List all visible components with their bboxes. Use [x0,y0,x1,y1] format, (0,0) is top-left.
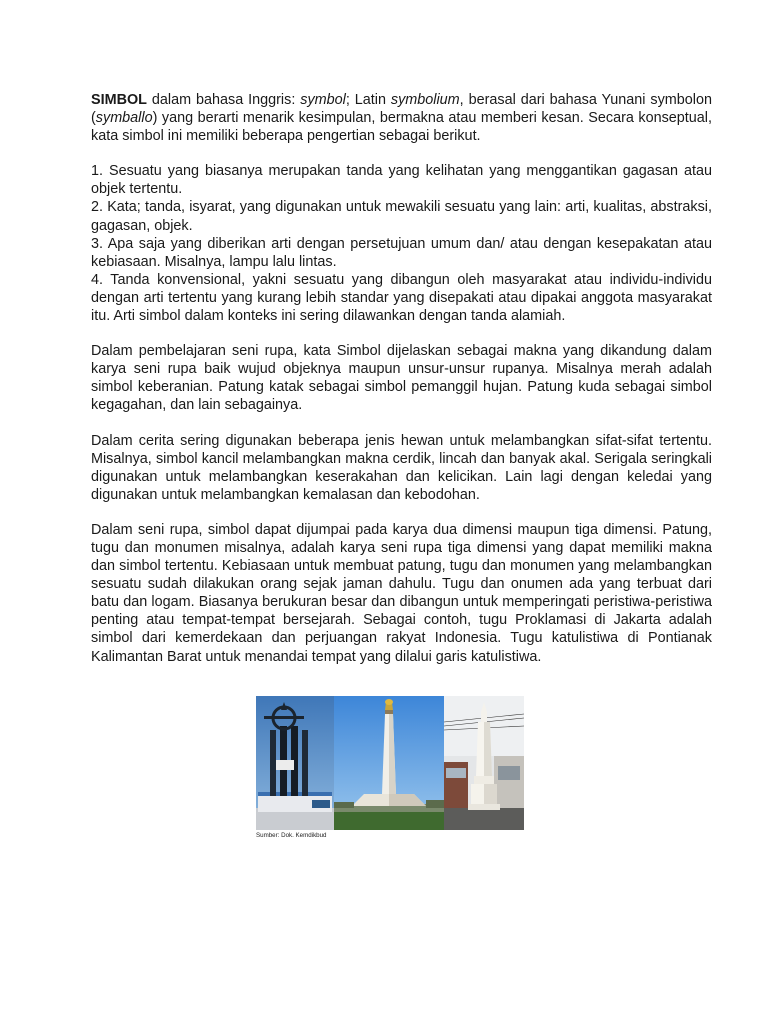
intro-text: dalam bahasa Inggris: [146,92,301,108]
intro-italic: symballo [95,110,153,127]
figure-caption: Sumber: Dok. Kemdikbud [256,832,327,839]
photo-monas [334,696,444,830]
paragraph-monumen: Dalam seni rupa, simbol dapat dijumpai pada karya dua dimensi maupun tiga dimensi. Patung, tugu dan monumen misalnya, adalah karya seni rupa tiga dimensi yang dapat memiliki makna dan simbol tertentu. Kebiasaan untuk membuat patung, tugu dan monumen yang melambangkan sesuatu sudah dilakukan orang sejak jaman dahulu. Tugu dan onumen ada yang terbuat dari batu dan logam. Biasanya berukuran besar dan dibangun untuk memperingati peristiwa-peristiwa penting atau tempat-tempat bersejarah. Sebagai contoh, tugu Proklamasi di Jakarta adalah simbol dari kemerdekaan dan perjuangan rakyat Indonesia. Tugu katulistiwa di Pontianak Kalimantan Barat untuk menandai tempat yang dilalui garis katulistiwa. [91,521,712,665]
intro-text: ) yang berarti menarik kesimpulan, bermakna atau memberi kesan. Secara konseptual, kata simbol ini memiliki beberapa pengertian sebagai berikut. [91,110,712,145]
photo-tugu-jogja [444,696,524,830]
monument-figure [256,696,524,840]
list-item: 3. Apa saja yang diberikan arti dengan persetujuan umum dan/ atau dengan kesepakatan atau kebiasaan. Misalnya, lampu lalu lintas. [91,235,712,270]
list-item: 2. Kata; tanda, isyarat, yang digunakan untuk mewakili sesuatu yang lain: arti, kualitas, abstraksi, gagasan, objek. [91,199,712,234]
intro-text: ; Latin [345,92,391,108]
document-body [91,91,712,683]
paragraph-seni-rupa: Dalam pembelajaran seni rupa, kata Simbol dijelaskan sebagai makna yang dikandung dalam karya seni rupa baik wujud objeknya maupun unsur-unsur rupanya. Misalnya merah adalah simbol keberanian. Patung katak sebagai simbol pemanggil hujan. Patung kuda sebagai simbol kegagahan, dan lain sebagainya. [91,343,712,414]
photo-strip [256,696,524,830]
intro-paragraph [91,91,712,145]
list-item: 4. Tanda konvensional, yakni sesuatu yang dibangun oleh masyarakat atau individu-individu dengan arti tertentu yang kurang lebih standar yang disepakati atau dipakai anggota masyarakat itu. Arti simbol dalam konteks ini sering dilawankan dengan tanda alamiah. [91,271,712,325]
term-simbol: SIMBOL [91,92,147,108]
intro-italic: symbolium [390,92,460,108]
intro-italic: symbol [300,92,346,108]
photo-tugu-khatulistiwa [256,696,334,830]
paragraph-cerita: Dalam cerita sering digunakan beberapa jenis hewan untuk melambangkan sifat-sifat tertentu. Misalnya, simbol kancil melambangkan makna cerdik, lincah dan banyak akal. Serigala seringkali digunakan untuk melambangkan keserakahan dan kelicikan. Lain lagi dengan keledai yang digunakan untuk melambangkan kemalasan dan kebodohan. [91,432,712,503]
intro-text: , berasal dari bahasa Yunani symbolon ( [91,92,713,127]
definition-list [91,162,712,325]
list-item: 1. Sesuatu yang biasanya merupakan tanda yang kelihatan yang menggantikan gagasan atau objek tertentu. [91,163,712,198]
